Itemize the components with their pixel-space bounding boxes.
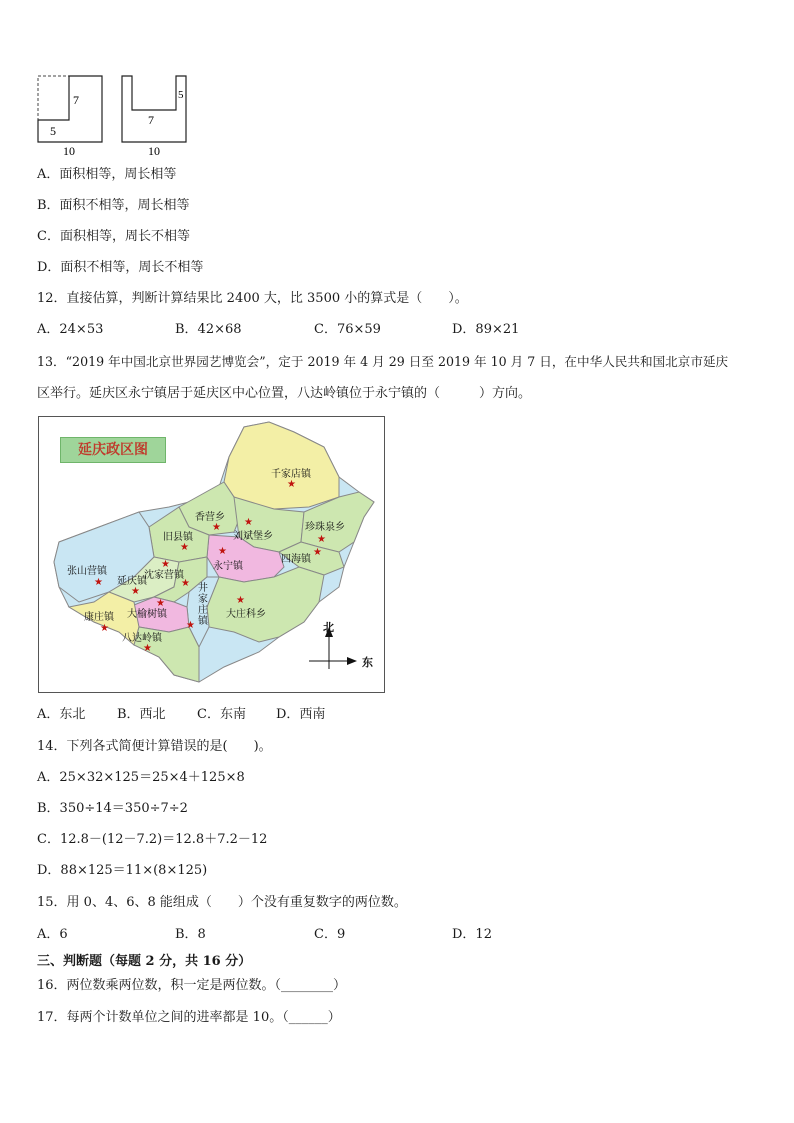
q15-option-c: C．9 xyxy=(314,927,346,942)
left-label-5: 5 xyxy=(50,124,56,138)
q11-option-a: A．面积相等，周长相等 xyxy=(37,167,177,182)
q12-option-b: B．42×68 xyxy=(175,322,242,337)
q11-option-d: D．面积不相等，周长不相等 xyxy=(37,260,204,275)
star-kangzhuang-icon: ★ xyxy=(100,623,109,634)
compass-north-label: 北 xyxy=(323,621,334,634)
q13-stem-line1: 13．“2019 年中国北京世界园艺博览会”，定于 2019 年 4 月 29 日至 2019 年 10 月 7 日，在中华人民共和国北京市延庆 xyxy=(37,354,729,369)
town-kangzhuang: 康庄镇 xyxy=(84,612,114,623)
q11-option-c: C．面积相等，周长不相等 xyxy=(37,229,190,244)
q14-option-c: C．12.8－(12－7.2)＝12.8＋7.2－12 xyxy=(37,832,268,847)
left-dashed-outline xyxy=(38,76,102,142)
q14-option-b: B．350÷14＝350÷7÷2 xyxy=(37,801,188,816)
shape-figures xyxy=(36,74,196,164)
q12-option-a: A．24×53 xyxy=(37,322,104,337)
q13-option-d: D．西南 xyxy=(276,707,326,722)
q14-stem: 14．下列各式简便计算错误的是( )。 xyxy=(37,739,272,754)
map-title-box xyxy=(60,437,166,463)
town-dayushu: 大榆树镇 xyxy=(127,609,167,620)
town-yongning: 永宁镇 xyxy=(213,561,243,572)
map-title: 延庆政区图 xyxy=(78,442,148,458)
right-label-5: 5 xyxy=(178,89,184,101)
q13-option-c: C．东南 xyxy=(197,707,246,722)
town-zhenzhuquan: 珍珠泉乡 xyxy=(305,522,345,533)
town-yanqing: 延庆镇 xyxy=(117,576,147,587)
town-qianjiadian: 千家店镇 xyxy=(271,469,311,480)
q12-option-c: C．76×59 xyxy=(314,322,381,337)
star-jingzhuang-icon: ★ xyxy=(181,578,190,589)
q16-stem: 16．两位数乘两位数，积一定是两位数。（________） xyxy=(37,978,347,993)
town-dazhuangke: 大庄科乡 xyxy=(226,609,266,620)
star-dazhuangke-icon: ★ xyxy=(236,595,245,606)
region-qianjiadian xyxy=(224,422,339,509)
star-zhenzhuquan-icon: ★ xyxy=(317,534,326,545)
left-solid-shape xyxy=(38,76,102,142)
town-shenjiaying: 沈家营镇 xyxy=(144,570,184,581)
q14-option-d: D．88×125＝11×(8×125) xyxy=(37,863,208,878)
left-label-7: 7 xyxy=(73,93,79,107)
town-zhangshanying: 张山营镇 xyxy=(67,566,107,577)
right-label-10: 10 xyxy=(148,144,160,158)
star-jiuxian-icon: ★ xyxy=(180,542,189,553)
star-yanqing-icon: ★ xyxy=(131,586,140,597)
left-label-10: 10 xyxy=(63,144,75,158)
right-label-7: 7 xyxy=(148,113,154,127)
q13-option-a: A．东北 xyxy=(37,707,86,722)
star-sihai-icon: ★ xyxy=(313,547,322,558)
compass-east-label: 东 xyxy=(362,656,373,669)
q15-option-b: B．8 xyxy=(175,927,206,942)
town-xiangying: 香营乡 xyxy=(195,512,225,523)
q14-option-a: A．25×32×125＝25×4＋125×8 xyxy=(37,770,245,785)
star-dayushu-icon: ★ xyxy=(156,598,165,609)
section-3-heading: 三、判断题（每题 2 分，共 16 分） xyxy=(37,954,252,969)
q11-option-b: B．面积不相等，周长相等 xyxy=(37,198,190,213)
right-solid-shape xyxy=(122,76,186,142)
star-shenjiaying-icon: ★ xyxy=(161,559,170,570)
star-jingzhuang-south-icon: ★ xyxy=(186,620,195,631)
town-liubinbao: 刘斌堡乡 xyxy=(233,531,273,542)
q13-stem-line2: 区举行。延庆区永宁镇居于延庆区中心位置，八达岭镇位于永宁镇的（ ）方向。 xyxy=(37,386,532,401)
q15-option-a: A．6 xyxy=(37,927,68,942)
star-yongning-icon: ★ xyxy=(218,546,227,557)
town-badaling: 八达岭镇 xyxy=(122,633,162,644)
q15-option-d: D．12 xyxy=(452,927,492,942)
town-sihai: 四海镇 xyxy=(281,554,311,565)
town-jingzhuang: 井家庄镇 xyxy=(198,583,208,627)
town-jiuxian: 旧县镇 xyxy=(163,532,193,543)
q15-stem: 15．用 0、4、6、8 能组成（ ）个没有重复数字的两位数。 xyxy=(37,895,407,910)
star-qianjiadian-icon: ★ xyxy=(287,479,296,490)
q13-option-b: B．西北 xyxy=(117,707,166,722)
star-liubinbao-icon: ★ xyxy=(244,517,253,528)
star-xiangying-icon: ★ xyxy=(212,522,221,533)
star-badaling-icon: ★ xyxy=(143,643,152,654)
q12-stem: 12．直接估算，判断计算结果比 2400 大，比 3500 小的算式是（ ）。 xyxy=(37,291,468,306)
q17-stem: 17．每两个计数单位之间的进率都是 10。（______） xyxy=(37,1010,341,1025)
shape-diagram xyxy=(36,74,196,160)
q12-option-d: D．89×21 xyxy=(452,322,520,337)
star-zhangshanying-icon: ★ xyxy=(94,577,103,588)
